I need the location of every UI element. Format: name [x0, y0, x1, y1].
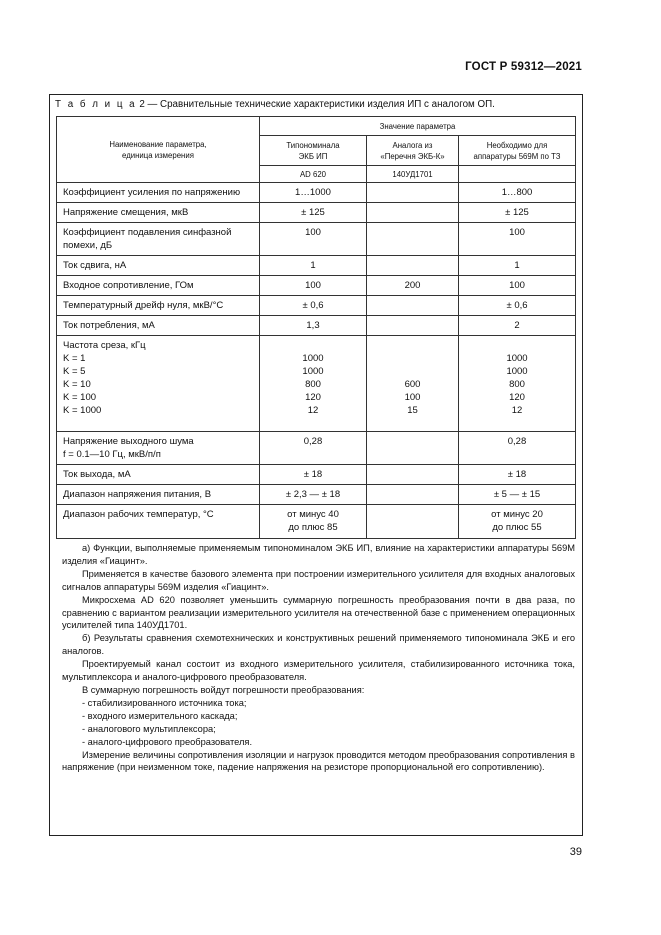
value-ip-cell: [260, 276, 367, 296]
header-col-line: Необходимо для: [486, 140, 548, 150]
cell-line: ± 125: [505, 207, 529, 218]
note-list-item: - стабилизированного источника тока;: [82, 697, 247, 708]
cell-line: до плюс 55: [492, 522, 542, 533]
table-caption-prefix: Т а б л и ц а: [55, 99, 137, 110]
cell-line: 100: [305, 227, 321, 238]
header-col-line: Типономинала: [286, 140, 340, 150]
value-ip-cell: [260, 316, 367, 336]
value-analog-cell: [367, 183, 459, 203]
cell-line: [367, 488, 458, 501]
value-required-cell: [459, 485, 576, 505]
value-analog-cell: [367, 485, 459, 505]
cell-line: [367, 508, 458, 521]
cell-line: 1000: [302, 366, 324, 377]
param-name-cell: [57, 223, 260, 256]
cell-line: Диапазон напряжения питания, В: [63, 489, 212, 500]
note-paragraph: Микросхема AD 620 позволяет уменьшить суммарную погрешность преобразования почти в два раза, по сравнению с вариантом реализации измерительного усилителя на отечественной базе с применением операционных усилителей типа 140УД1701.: [62, 594, 575, 631]
cell-line: [260, 339, 366, 352]
cell-line: ± 18: [303, 469, 323, 480]
cell-line: K = 100: [63, 392, 97, 403]
cell-line: [459, 339, 575, 352]
cell-line: 1000: [506, 353, 528, 364]
cell-line: K = 5: [63, 366, 86, 377]
document-code: ГОСТ Р 59312—2021: [465, 61, 582, 73]
cell-line: 0,28: [507, 436, 527, 447]
cell-line: Диапазон рабочих температур, °С: [63, 509, 214, 520]
cell-line: от минус 20: [491, 509, 543, 520]
cell-line: K = 1: [63, 353, 86, 364]
cell-line: 800: [305, 379, 321, 390]
note-paragraph: а) Функции, выполняемые применяемым типономиналом ЭКБ ИП, влияние на характеристики аппаратуры 569М изделия «Гиацинт».: [62, 543, 575, 566]
value-analog-cell: [367, 203, 459, 223]
header-model-ip: AD 620: [260, 166, 367, 183]
value-ip-cell: [260, 223, 367, 256]
cell-line: K = 1000: [63, 405, 102, 416]
table-row: [57, 296, 576, 316]
cell-line: 100: [509, 227, 525, 238]
cell-line: 2: [514, 320, 520, 331]
header-col-analog: [367, 136, 459, 166]
cell-line: Частота среза, кГц: [63, 340, 146, 351]
header-model-analog: 140УД1701: [367, 166, 459, 183]
cell-line: 600: [404, 379, 421, 390]
value-required-cell: [459, 336, 576, 432]
value-ip-cell: [260, 256, 367, 276]
cell-line: 200: [404, 280, 421, 291]
value-analog-cell: [367, 316, 459, 336]
value-analog-cell: [367, 223, 459, 256]
table-row: [57, 505, 576, 539]
cell-line: K = 10: [63, 379, 91, 390]
table-row: [57, 485, 576, 505]
note-list-item: - аналогового мультиплексора;: [82, 723, 216, 734]
value-analog-cell: [367, 465, 459, 485]
cell-line: 100: [404, 392, 421, 403]
value-analog-cell: [367, 256, 459, 276]
cell-line: [367, 435, 458, 448]
cell-line: 120: [305, 392, 321, 403]
value-ip-cell: [260, 336, 367, 432]
cell-line: Ток выхода, мА: [63, 469, 131, 480]
value-required-cell: [459, 316, 576, 336]
value-required-cell: [459, 183, 576, 203]
comparison-table: [56, 116, 576, 539]
cell-line: [367, 352, 458, 365]
header-col-line: ЭКБ ИП: [298, 151, 328, 161]
value-ip-cell: [260, 183, 367, 203]
cell-line: 15: [407, 405, 418, 416]
header-group-cell: Значение параметра: [260, 117, 576, 136]
param-name-cell: [57, 485, 260, 505]
value-ip-cell: [260, 485, 367, 505]
header-param-line: единица измерения: [122, 150, 194, 160]
cell-line: [367, 339, 458, 352]
note-paragraph: Измерение величины сопротивления изоляции и нагрузок проводится методом преобразования сопротивления в напряжение (при неизменном токе, падение напряжения на резисторе пропорциональной его сопротивлению).: [62, 749, 575, 773]
value-analog-cell: [367, 432, 459, 465]
header-col-line: аппаратуры 569М по ТЗ: [473, 151, 561, 161]
cell-line: [367, 186, 458, 199]
cell-line: [367, 468, 458, 481]
table-row: [57, 465, 576, 485]
cell-line: до плюс 85: [288, 522, 338, 533]
table-row: [57, 316, 576, 336]
cell-line: Входное сопротивление, ГОм: [63, 280, 194, 291]
value-analog-cell: [367, 336, 459, 432]
cell-line: 120: [509, 392, 525, 403]
cell-line: 1,3: [306, 320, 320, 331]
cell-line: f = 0.1—10 Гц, мкВ/п/п: [63, 449, 161, 460]
value-required-cell: [459, 505, 576, 539]
param-name-cell: [57, 505, 260, 539]
value-ip-cell: [260, 465, 367, 485]
note-list-item: - аналого-цифрового преобразователя.: [82, 736, 253, 747]
value-ip-cell: [260, 296, 367, 316]
table-row: [57, 183, 576, 203]
cell-line: Напряжение смещения, мкВ: [63, 207, 189, 218]
cell-line: [367, 226, 458, 239]
cell-line: помехи, дБ: [63, 240, 113, 251]
header-col-ip: [260, 136, 367, 166]
param-name-cell: [57, 432, 260, 465]
cell-line: 1000: [506, 366, 528, 377]
cell-line: ± 5 — ± 15: [493, 489, 541, 500]
table-row: [57, 256, 576, 276]
cell-line: Температурный дрейф нуля, мкВ/°С: [63, 300, 224, 311]
note-paragraph: Проектируемый канал состоит из входного измерительного усилителя, стабилизированного источника тока, мультиплексора и аналого-цифрового преобразователя.: [62, 659, 575, 683]
header-param-line: Наименование параметра,: [109, 139, 207, 149]
cell-line: 12: [307, 405, 319, 416]
header-param-cell: [57, 117, 260, 183]
value-required-cell: [459, 296, 576, 316]
cell-line: ± 0,6: [302, 300, 324, 311]
value-required-cell: [459, 465, 576, 485]
note-paragraph: Применяется в качестве базового элемента при построении измерительного усилителя для входных аналоговых сигналов аппаратуры 569М изделия «Гиацинт».: [62, 568, 575, 592]
table-row: [57, 276, 576, 296]
page-number: 39: [569, 846, 582, 858]
cell-line: ± 0,6: [506, 300, 528, 311]
value-analog-cell: [367, 276, 459, 296]
table-row: [57, 203, 576, 223]
cell-line: от минус 40: [287, 509, 339, 520]
value-ip-cell: [260, 432, 367, 465]
cell-line: 0,28: [303, 436, 323, 447]
cell-line: [367, 365, 458, 378]
cell-line: 1…1000: [295, 187, 331, 198]
table-row: [57, 223, 576, 256]
cell-line: [367, 206, 458, 219]
table-row: [57, 336, 576, 432]
note-paragraph: б) Результаты сравнения схемотехнических и конструктивных решений применяемого типономинала ЭКБ и его аналогов.: [62, 633, 575, 657]
cell-line: Коэффициент подавления синфазной: [63, 227, 232, 238]
table-caption-text: 2 — Сравнительные технические характеристики изделия ИП с аналогом ОП.: [136, 99, 495, 110]
cell-line: 1000: [302, 353, 324, 364]
cell-line: 100: [509, 280, 525, 291]
header-col-line: «Перечня ЭКБ-К»: [380, 151, 445, 161]
cell-line: ± 125: [301, 207, 325, 218]
cell-line: 100: [305, 280, 321, 291]
cell-line: 12: [511, 405, 523, 416]
value-required-cell: [459, 276, 576, 296]
value-analog-cell: [367, 296, 459, 316]
param-name-cell: [57, 276, 260, 296]
cell-line: 1…800: [501, 187, 533, 198]
value-analog-cell: [367, 505, 459, 539]
param-name-cell: [57, 465, 260, 485]
note-paragraph: В суммарную погрешность войдут погрешности преобразования:: [82, 684, 365, 695]
value-required-cell: [459, 223, 576, 256]
notes-section: [62, 542, 575, 774]
cell-line: [367, 319, 458, 332]
param-name-cell: [57, 183, 260, 203]
table-row: [57, 432, 576, 465]
value-ip-cell: [260, 505, 367, 539]
cell-line: Ток потребления, мА: [63, 320, 155, 331]
value-required-cell: [459, 256, 576, 276]
table-caption: [55, 99, 495, 110]
header-col-line: Аналога из: [392, 140, 433, 150]
cell-line: 1: [514, 260, 520, 271]
note-list-item: - входного измерительного каскада;: [82, 710, 238, 721]
header-model-required: [459, 166, 576, 183]
cell-line: Ток сдвига, нА: [63, 260, 127, 271]
cell-line: ± 18: [507, 469, 527, 480]
header-col-required: [459, 136, 576, 166]
cell-line: ± 2,3 — ± 18: [285, 489, 341, 500]
value-ip-cell: [260, 203, 367, 223]
cell-line: 800: [509, 379, 525, 390]
cell-line: [367, 259, 458, 272]
cell-line: Напряжение выходного шума: [63, 436, 194, 447]
cell-line: Коэффициент усиления по напряжению: [63, 187, 241, 198]
cell-line: [367, 299, 458, 312]
param-name-cell: [57, 203, 260, 223]
param-name-cell: [57, 296, 260, 316]
param-name-cell: [57, 336, 260, 432]
param-name-cell: [57, 256, 260, 276]
value-required-cell: [459, 432, 576, 465]
value-required-cell: [459, 203, 576, 223]
cell-line: 1: [310, 260, 316, 271]
param-name-cell: [57, 316, 260, 336]
